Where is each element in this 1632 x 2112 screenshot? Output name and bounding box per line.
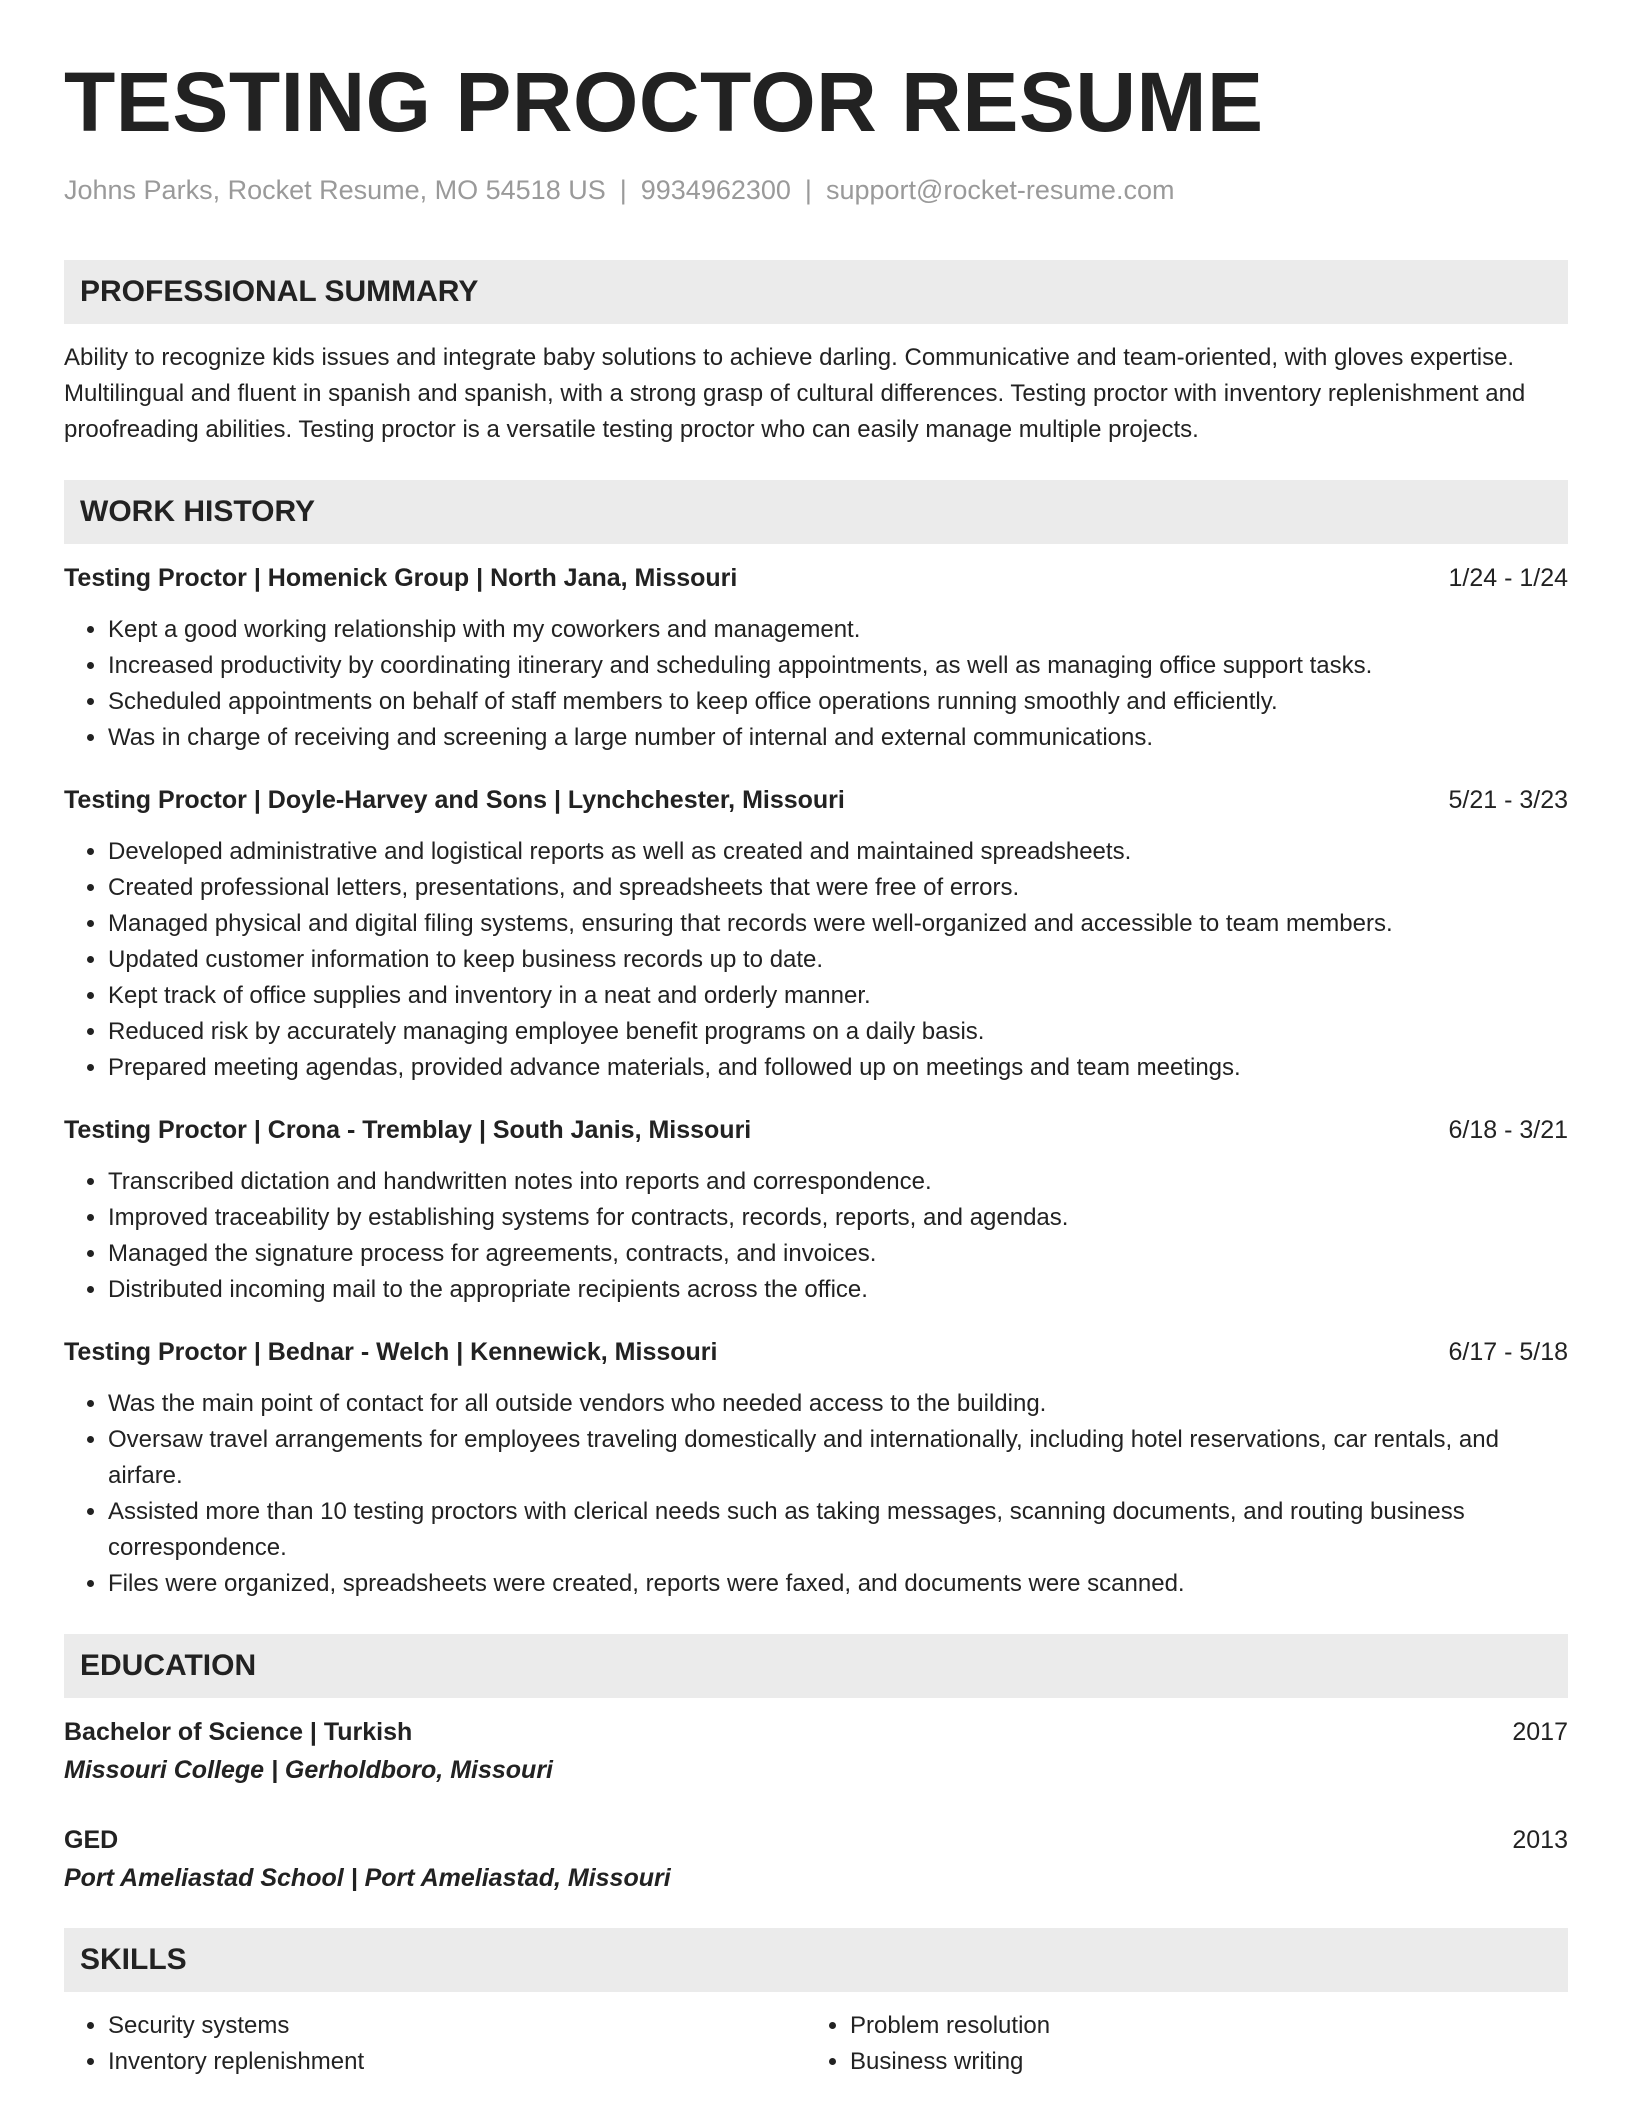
job-bullet: • Distributed incoming mail to the appropriate recipients across the office. — [108, 1272, 1568, 1308]
contact-separator: | — [804, 175, 812, 205]
skill-item: • Inventory replenishment — [108, 2044, 806, 2080]
job-title: Testing Proctor | Homenick Group | North Jana, Missouri — [64, 564, 738, 592]
job-bullet: • Scheduled appointments on behalf of staff members to keep office operations running smoothly and efficiently. — [108, 684, 1568, 720]
job-bullet: • Oversaw travel arrangements for employees traveling domestically and internationally, including hotel reservations, car rentals, and airfare. — [108, 1422, 1568, 1494]
job-bullets — [64, 1164, 1568, 1308]
education-entry — [64, 1714, 1568, 1788]
job-bullet: • Reduced risk by accurately managing employee benefit programs on a daily basis. — [108, 1014, 1568, 1050]
resume-title: TESTING PROCTOR RESUME — [64, 55, 1264, 149]
section-header-summary: PROFESSIONAL SUMMARY — [64, 260, 1568, 324]
job-title: Testing Proctor | Bednar - Welch | Kennewick, Missouri — [64, 1338, 718, 1366]
skill-item: • Business writing — [850, 2044, 1548, 2080]
skills-list — [64, 2008, 1568, 2080]
job-header — [64, 782, 1568, 818]
job-bullet: • Prepared meeting agendas, provided advance materials, and followed up on meetings and team meetings. — [108, 1050, 1568, 1086]
job-entry — [64, 1112, 1568, 1308]
job-entry — [64, 1334, 1568, 1602]
contact-email: support@rocket-resume.com — [825, 175, 1175, 205]
education-header — [64, 1714, 1568, 1750]
education-header — [64, 1822, 1568, 1858]
job-bullet: • Managed physical and digital filing systems, ensuring that records were well-organized and accessible to team members. — [108, 906, 1568, 942]
job-bullets — [64, 1386, 1568, 1602]
skills-column-right — [806, 2008, 1548, 2080]
job-bullet: • Developed administrative and logistical reports as well as created and maintained spreadsheets. — [108, 834, 1568, 870]
job-bullet: • Was the main point of contact for all outside vendors who needed access to the building. — [108, 1386, 1568, 1422]
skill-item: • Problem resolution — [850, 2008, 1548, 2044]
job-bullets — [64, 612, 1568, 756]
job-dates: 1/24 - 1/24 — [1448, 564, 1568, 592]
job-title: Testing Proctor | Doyle-Harvey and Sons | Lynchchester, Missouri — [64, 786, 845, 814]
job-dates: 6/18 - 3/21 — [1448, 1116, 1568, 1144]
job-bullet: • Kept track of office supplies and inventory in a neat and orderly manner. — [108, 978, 1568, 1014]
education-year: 2017 — [1512, 1718, 1568, 1746]
education-degree: Bachelor of Science | Turkish — [64, 1718, 413, 1746]
contact-separator: | — [619, 175, 627, 205]
education-entry — [64, 1822, 1568, 1896]
job-dates: 6/17 - 5/18 — [1448, 1338, 1568, 1366]
education-degree: GED — [64, 1826, 119, 1854]
education-year: 2013 — [1512, 1826, 1568, 1854]
job-entry — [64, 560, 1568, 756]
summary-text: Ability to recognize kids issues and integrate baby solutions to achieve darling. Communicative and team-oriented, with gloves expertise. Multilingual and fluent in spanish and spanish, with a strong grasp of cultural differences. Testing proctor with inventory replenishment and proofreading abilities. Testing proctor is a versatile testing proctor who can easily manage multiple projects. — [64, 344, 1526, 443]
job-bullet: • Was in charge of receiving and screening a large number of internal and external communications. — [108, 720, 1568, 756]
job-bullet: • Created professional letters, presentations, and spreadsheets that were free of errors. — [108, 870, 1568, 906]
job-header — [64, 1334, 1568, 1370]
job-bullet: • Transcribed dictation and handwritten notes into reports and correspondence. — [108, 1164, 1568, 1200]
section-header-work-history: WORK HISTORY — [64, 480, 1568, 544]
job-dates: 5/21 - 3/23 — [1448, 786, 1568, 814]
section-header-education: EDUCATION — [64, 1634, 1568, 1698]
contact-line — [64, 172, 1568, 208]
job-bullet: • Files were organized, spreadsheets were created, reports were faxed, and documents were scanned. — [108, 1566, 1568, 1602]
job-header — [64, 1112, 1568, 1148]
job-bullet: • Updated customer information to keep business records up to date. — [108, 942, 1568, 978]
contact-address: Johns Parks, Rocket Resume, MO 54518 US — [64, 175, 606, 205]
skills-column-left — [64, 2008, 806, 2080]
job-bullets — [64, 834, 1568, 1086]
contact-phone: 9934962300 — [640, 175, 791, 205]
job-bullet: • Improved traceability by establishing systems for contracts, records, reports, and agendas. — [108, 1200, 1568, 1236]
job-header — [64, 560, 1568, 596]
section-header-skills: SKILLS — [64, 1928, 1568, 1992]
job-entry — [64, 782, 1568, 1086]
job-bullet: • Kept a good working relationship with my coworkers and management. — [108, 612, 1568, 648]
job-title: Testing Proctor | Crona - Tremblay | South Janis, Missouri — [64, 1116, 752, 1144]
job-bullet: • Increased productivity by coordinating itinerary and scheduling appointments, as well as managing office support tasks. — [108, 648, 1568, 684]
job-bullet: • Managed the signature process for agreements, contracts, and invoices. — [108, 1236, 1568, 1272]
education-school: Missouri College | Gerholdboro, Missouri — [64, 1756, 553, 1784]
skill-item: • Security systems — [108, 2008, 806, 2044]
education-school: Port Ameliastad School | Port Ameliastad, Missouri — [64, 1864, 671, 1892]
job-bullet: • Assisted more than 10 testing proctors with clerical needs such as taking messages, scanning documents, and routing business correspondence. — [108, 1494, 1568, 1566]
